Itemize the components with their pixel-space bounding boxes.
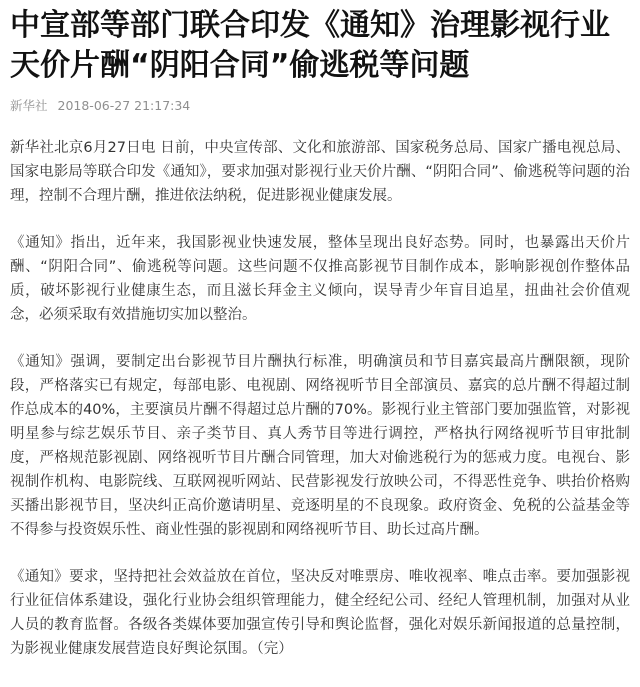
article-title: 中宣部等部门联合印发《通知》治理影视行业天价片酬“阴阳合同”偷逃税等问题 [10, 8, 610, 83]
article-paragraph-1: 新华社北京6月27日电 日前，中央宣传部、文化和旅游部、国家税务总局、国家广播电视总局、国家电影局等联合印发《通知》，要求加强对影视行业天价片酬、“阴阳合同”、偷逃税等问题的治理，控制不合理片酬，推进依法纳税，促进影视业健康发展。 [10, 140, 630, 204]
article-source[interactable]: 新华社 [10, 98, 48, 113]
article-meta [10, 98, 630, 114]
article-paragraph-2: 《通知》指出，近年来，我国影视业快速发展，整体呈现出良好态势。同时，也暴露出天价片酬、“阴阳合同”、偷逃税等问题。这些问题不仅推高影视节目制作成本，影响影视创作整体品质，破坏影视行业健康生态，而且滋长拜金主义倾向，误导青少年盲目追星，扭曲社会价值观念，必须采取有效措施切实加以整治。 [10, 235, 630, 323]
article-timestamp: 2018-06-27 21:17:34 [57, 98, 191, 113]
article-paragraph-4: 《通知》要求，坚持把社会效益放在首位，坚决反对唯票房、唯收视率、唯点击率。要加强影视行业征信体系建设，强化行业协会组织管理能力，健全经纪公司、经纪人管理机制，加强对从业人员的教育监督。各级各类媒体要加强宣传引导和舆论监督，强化对娱乐新闻报道的总量控制，为影视业健康发展营造良好舆论氛围。（完） [10, 569, 630, 657]
article-paragraph-3: 《通知》强调，要制定出台影视节目片酬执行标准，明确演员和节目嘉宾最高片酬限额，现阶段，严格落实已有规定，每部电影、电视剧、网络视听节目全部演员、嘉宾的总片酬不得超过制作总成本的40%，主要演员片酬不得超过总片酬的70%。影视行业主管部门要加强监管，对影视明星参与综艺娱乐节目、亲子类节目、真人秀节目等进行调控，严格执行网络视听节目审批制度，严格规范影视剧、网络视听节目片酬合同管理，加大对偷逃税行为的惩戒力度。电视台、影视制作机构、电影院线、互联网视听网站、民营影视发行放映公司，不得恶性竞争、哄抬价格购买播出影视节目，坚决纠正高价邀请明星、竞逐明星的不良现象。政府资金、免税的公益基金等不得参与投资娱乐性、商业性强的影视剧和网络视听节目、助长过高片酬。 [10, 354, 630, 538]
